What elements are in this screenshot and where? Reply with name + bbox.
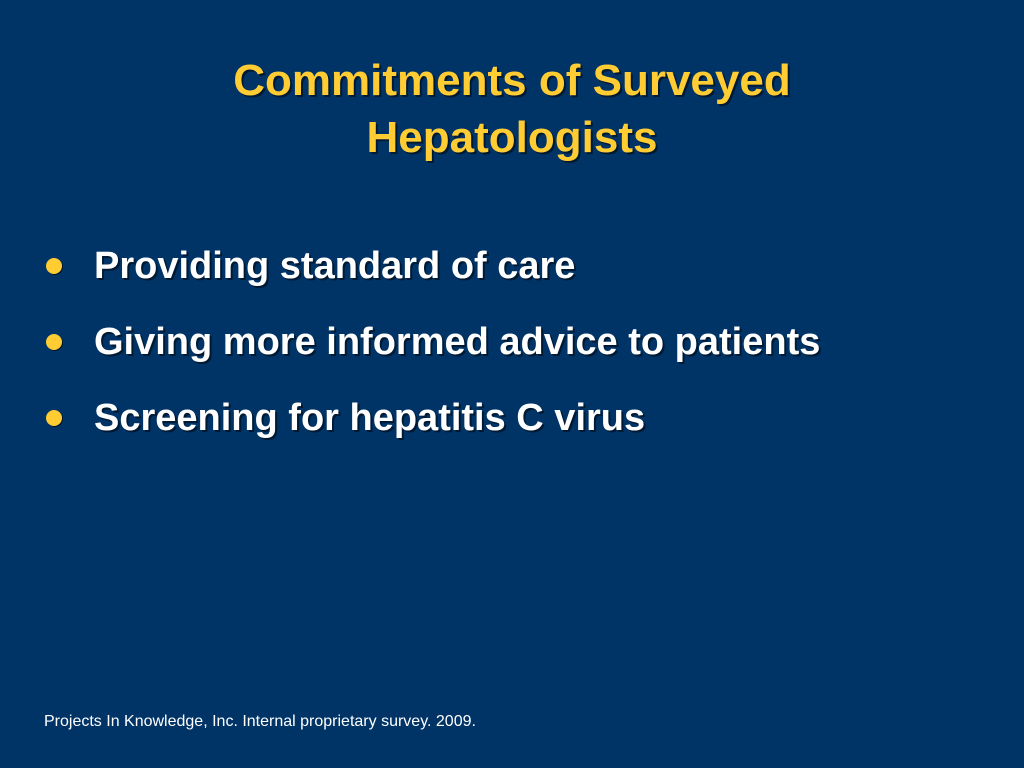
bullet-item xyxy=(40,380,1000,456)
bullet-dot-icon xyxy=(46,410,62,426)
slide-title-line-1: Commitments of Surveyed xyxy=(233,56,791,105)
slide-title xyxy=(62,52,962,166)
slide-title-line-2: Hepatologists xyxy=(366,113,658,162)
bullet-dot-icon xyxy=(46,258,62,274)
bullet-text: Screening for hepatitis C virus xyxy=(94,397,646,439)
bullet-item xyxy=(40,304,1000,380)
bullet-text: Giving more informed advice to patients xyxy=(94,321,821,363)
bullet-dot-icon xyxy=(46,334,62,350)
bullet-item xyxy=(40,228,1000,304)
bullet-list xyxy=(40,228,1000,456)
source-footnote: Projects In Knowledge, Inc. Internal proprietary survey. 2009. xyxy=(44,713,476,730)
bullet-text: Providing standard of care xyxy=(94,245,576,287)
